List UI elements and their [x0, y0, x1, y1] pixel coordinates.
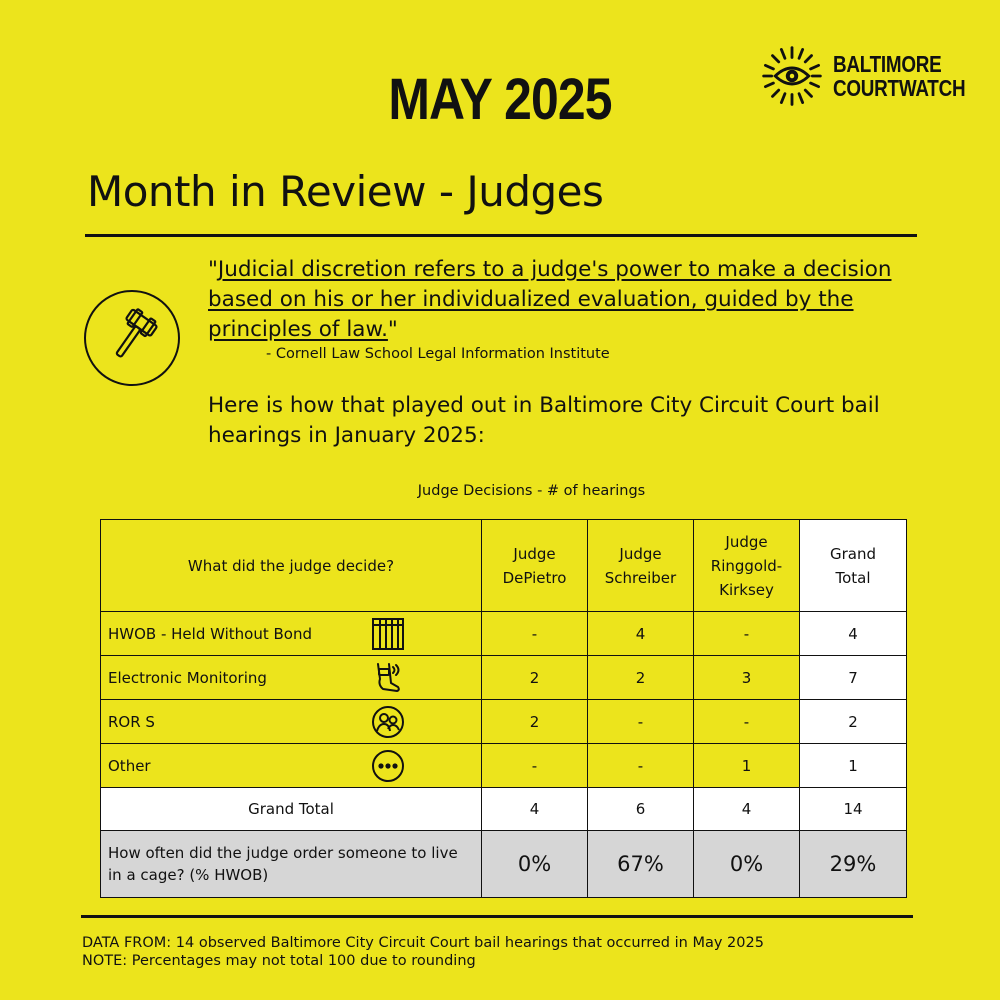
quote-body: Judicial discretion refers to a judge's power to make a decision based on his or her individualized evaluation, guided by the principles of law.: [208, 257, 892, 342]
cell-percent: 67%: [588, 831, 694, 898]
cell-total: 14: [800, 788, 907, 831]
grand-total-row: [101, 788, 907, 831]
divider-bottom: [81, 915, 913, 918]
people-circle-icon: [371, 705, 405, 739]
header-judge-depietro: Judge DePietro: [482, 520, 588, 612]
judge-decisions-table: [100, 519, 907, 898]
row-label-text: Electronic Monitoring: [108, 668, 267, 687]
cell-bars-icon: [371, 617, 405, 651]
footer-data-source: DATA FROM: 14 observed Baltimore City Circuit Court bail hearings that occurred in May 2025: [82, 935, 764, 951]
table-row: [101, 700, 907, 744]
row-label-text: HWOB - Held Without Bond: [108, 624, 313, 643]
sun-eye-icon: [757, 45, 827, 107]
footer-notes: [82, 934, 764, 970]
month-title: MAY 2025: [388, 67, 612, 132]
cell-value: -: [588, 700, 694, 744]
grand-total-label: Grand Total: [101, 788, 482, 831]
row-label: [101, 700, 482, 744]
row-label-text: ROR S: [108, 712, 155, 731]
cell-value: 6: [588, 788, 694, 831]
page-heading: Month in Review - Judges: [87, 167, 604, 216]
cell-value: 4: [588, 612, 694, 656]
cell-value: 2: [482, 656, 588, 700]
intro-text: Here is how that played out in Baltimore City Circuit Court bail hearings in January 2025:: [208, 393, 880, 448]
cell-total: 4: [800, 612, 907, 656]
cell-value: 2: [482, 700, 588, 744]
quote-source: - Cornell Law School Legal Information Institute: [266, 346, 610, 362]
cell-value: 4: [694, 788, 800, 831]
cell-value: -: [694, 612, 800, 656]
cell-value: -: [588, 744, 694, 788]
quote-open-mark: ": [208, 257, 218, 282]
header-judge-schreiber: Judge Schreiber: [588, 520, 694, 612]
table-caption: Judge Decisions - # of hearings: [417, 483, 646, 499]
quote-text: [208, 255, 928, 345]
table-row: [101, 744, 907, 788]
hwob-percent-row: [101, 831, 907, 898]
cell-total: 2: [800, 700, 907, 744]
logo-text: [833, 52, 965, 100]
logo-line-1: BALTIMORE: [833, 51, 942, 77]
cell-value: 3: [694, 656, 800, 700]
ellipsis-icon: [371, 749, 405, 783]
ankle-monitor-icon: [371, 661, 405, 695]
cell-value: -: [482, 744, 588, 788]
cell-total: 1: [800, 744, 907, 788]
cell-percent-total: 29%: [800, 831, 907, 898]
cell-percent: 0%: [694, 831, 800, 898]
gavel-icon: [84, 290, 180, 386]
header-question: What did the judge decide?: [101, 520, 482, 612]
row-label: [101, 656, 482, 700]
logo-line-2: COURTWATCH: [833, 75, 966, 101]
row-label-text: Other: [108, 756, 151, 775]
header-grand-total: Grand Total: [800, 520, 907, 612]
hwob-percent-label: How often did the judge order someone to live in a cage? (% HWOB): [101, 831, 482, 898]
quote-close-mark: ": [387, 317, 398, 342]
row-label: [101, 612, 482, 656]
table-header-row: [101, 520, 907, 612]
row-label: [101, 744, 482, 788]
header-judge-ringgold-kirksey: Judge Ringgold-Kirksey: [694, 520, 800, 612]
cell-value: 1: [694, 744, 800, 788]
cell-value: 2: [588, 656, 694, 700]
table-row: [101, 656, 907, 700]
cell-percent: 0%: [482, 831, 588, 898]
cell-value: 4: [482, 788, 588, 831]
table-row: [101, 612, 907, 656]
footer-note: NOTE: Percentages may not total 100 due to rounding: [82, 953, 476, 969]
cell-total: 7: [800, 656, 907, 700]
divider-top: [85, 234, 917, 237]
cell-value: -: [482, 612, 588, 656]
cell-value: -: [694, 700, 800, 744]
